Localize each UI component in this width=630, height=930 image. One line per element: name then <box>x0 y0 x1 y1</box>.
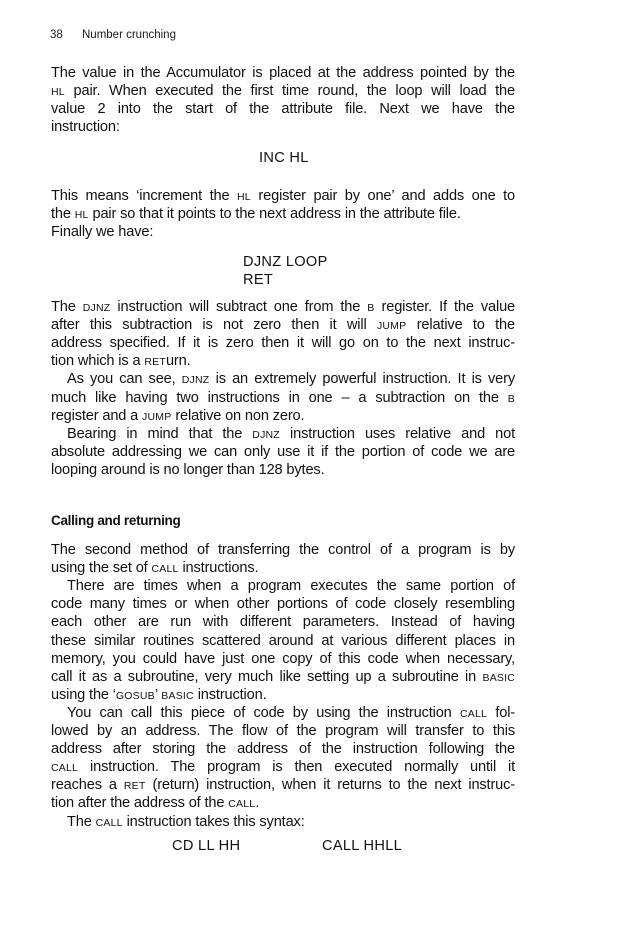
para3-line: tion which is a RETurn. <box>51 353 191 370</box>
para2-line: Finally we have: <box>51 224 154 241</box>
para4-line: There are times when a program executes the same portion of <box>67 578 515 595</box>
para3-line: As you can see, DJNZ is an extremely powerful instruction. It is very <box>67 371 515 388</box>
small-caps-term: HL <box>237 191 251 203</box>
para4-line: code many times or when other portions of code closely resembling <box>51 596 515 613</box>
para2-line: the HL pair so that it points to the next address in the attribute file. <box>51 206 461 223</box>
small-caps-term: JUMP <box>376 320 407 333</box>
small-caps-term: CALL <box>51 762 79 775</box>
para4-line: The second method of transferring the control of a program is by <box>51 542 515 558</box>
small-caps-term: HL <box>51 86 65 99</box>
para3-line: much like having two instructions in one – a subtraction on the B <box>51 389 515 406</box>
para1-line: The value in the Accumulator is placed at the address pointed by the <box>51 65 515 81</box>
para4-line: using the ‘GOSUB’ BASIC instruction. <box>51 686 267 703</box>
section-heading: Calling and returning <box>51 513 181 528</box>
small-caps-term: RET <box>144 356 166 369</box>
para3-line: address specified. If it is zero then it will go on to the next instruc- <box>51 335 515 352</box>
para4-line: The CALL instruction takes this syntax: <box>67 813 305 830</box>
code-call-mnemonic: CALL HHLL <box>322 838 403 854</box>
small-caps-term: BASIC <box>482 671 515 684</box>
para1-line: HL pair. When executed the first time round, the loop will load the <box>51 83 515 100</box>
small-caps-term: DJNZ <box>82 302 111 314</box>
code-djnz-loop: DJNZ LOOP <box>243 254 328 270</box>
small-caps-term: GOSUB <box>115 689 155 702</box>
small-caps-term: B <box>367 302 375 314</box>
para4-line: CALL instruction. The program is then executed normally until it <box>51 759 515 776</box>
code-call-machine: CD LL HH <box>172 838 241 854</box>
para4-line: lowed by an address. The flow of the program will transfer to this <box>51 723 515 739</box>
page-number: 38 <box>50 29 63 41</box>
code-ret: RET <box>243 272 274 288</box>
running-header <box>50 29 176 41</box>
small-caps-term: DJNZ <box>181 374 210 387</box>
para4-line: using the set of CALL instructions. <box>51 560 259 577</box>
small-caps-term: CALL <box>151 563 179 576</box>
code-inc-hl: INC HL <box>259 150 309 166</box>
small-caps-term: CALL <box>95 816 123 829</box>
small-caps-term: CALL <box>228 798 256 811</box>
para3-line: absolute addressing we can only use it if the portion of code we are <box>51 443 515 460</box>
small-caps-term: B <box>507 392 515 405</box>
small-caps-term: JUMP <box>142 410 172 423</box>
para3-line: after this subtraction is not zero then it will JUMP relative to the <box>51 317 515 334</box>
para3-line: The DJNZ instruction will subtract one from the B register. If the value <box>51 299 516 315</box>
para1-line: instruction: <box>51 119 120 136</box>
para4-line: call it as a subroutine, very much like setting up a subroutine in BASIC <box>51 668 515 685</box>
para3-line: register and a JUMP relative on non zero. <box>51 407 305 424</box>
para4-line: these similar routines scattered around at various different places in <box>51 632 515 649</box>
running-title: Number crunching <box>82 29 176 41</box>
small-caps-term: RET <box>123 780 146 793</box>
small-caps-term: HL <box>74 209 89 222</box>
para4-line: address after storing the address of the instruction following the <box>51 741 515 758</box>
para4-line: reaches a RET (return) instruction, when it returns to the next instruc- <box>51 777 515 794</box>
small-caps-term: CALL <box>459 707 488 720</box>
para4-line: tion after the address of the CALL. <box>51 795 260 812</box>
small-caps-term: BASIC <box>161 689 194 702</box>
para1-line: value 2 into the start of the attribute file. Next we have the <box>51 101 515 118</box>
small-caps-term: DJNZ <box>252 428 280 441</box>
para3-line: looping around is no longer than 128 bytes. <box>51 461 325 478</box>
para4-line: memory, you could have just one copy of this code when necessary, <box>51 650 515 667</box>
para4-line: You can call this piece of code by using the instruction CALL fol- <box>67 704 516 721</box>
para4-line: each other are run with different parameters. Instead of having <box>51 614 515 631</box>
para2-line: This means ‘increment the HL register pair by one’ and adds one to <box>51 188 515 204</box>
para3-line: Bearing in mind that the DJNZ instruction uses relative and not <box>67 425 515 442</box>
